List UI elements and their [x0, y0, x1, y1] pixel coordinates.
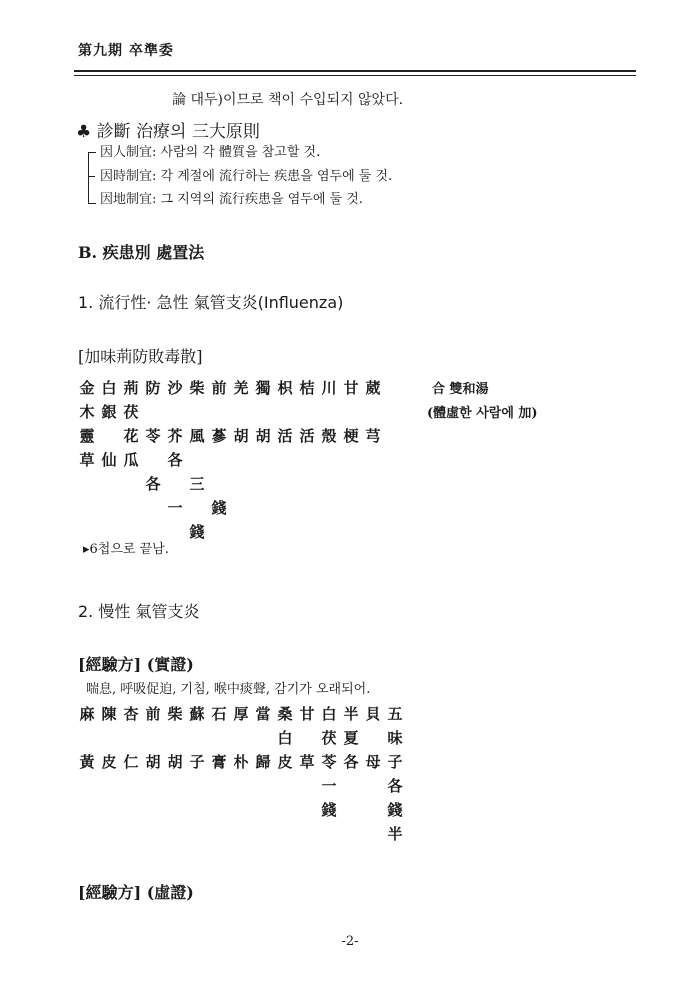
intro-line: 論 대두)이므로 책이 수입되지 않았다. — [172, 92, 404, 108]
herb-cell — [252, 798, 274, 822]
herb-cell: 芥 — [167, 427, 183, 445]
herb-cell: 夏 — [343, 729, 359, 747]
herb-cell: 各 — [145, 475, 161, 493]
herb-cell — [362, 496, 384, 520]
page-header-title: 第九期 卒準委 — [78, 43, 174, 59]
herb-cell: 錢 — [321, 801, 337, 819]
diagnosis-heading: ♣ 診斷 治療의 三大原則 — [76, 122, 260, 142]
herb-cell — [76, 472, 98, 496]
herb-cell — [296, 400, 318, 424]
herb-cell: 貝 — [365, 705, 381, 723]
herb-cell — [274, 496, 296, 520]
principles-bracket — [88, 152, 96, 204]
herb-cell — [186, 726, 208, 750]
herb-cell — [340, 472, 362, 496]
herb-cell — [230, 822, 252, 846]
herb-cell — [76, 496, 98, 520]
page-number: -2- — [341, 934, 359, 949]
herb-cell: 梗 — [343, 427, 359, 445]
herb-cell: 芎 — [365, 427, 381, 445]
herb-cell — [208, 400, 230, 424]
formula-2-ingredient-grid — [76, 702, 406, 846]
herb-cell — [362, 400, 384, 424]
herb-cell — [230, 726, 252, 750]
herb-cell — [208, 798, 230, 822]
herb-cell: 活 — [299, 427, 315, 445]
herb-cell — [318, 496, 340, 520]
herb-cell — [296, 774, 318, 798]
herb-cell — [142, 400, 164, 424]
herb-cell — [274, 798, 296, 822]
herb-cell: 荊 — [123, 379, 139, 397]
herb-cell — [120, 798, 142, 822]
section-b-title: B. 疾患別 處置法 — [78, 243, 205, 262]
herb-cell — [340, 400, 362, 424]
herb-cell: 苓 — [321, 753, 337, 771]
herb-cell — [340, 448, 362, 472]
herb-cell — [186, 400, 208, 424]
herb-cell: 桑 — [277, 705, 293, 723]
herb-cell — [164, 400, 186, 424]
herb-cell: 草 — [299, 753, 315, 771]
herb-cell: 前 — [145, 705, 161, 723]
herb-cell: 甘 — [343, 379, 359, 397]
herb-cell: 獨 — [255, 379, 271, 397]
herb-cell — [274, 822, 296, 846]
herb-cell — [142, 496, 164, 520]
herb-cell: 仁 — [123, 753, 139, 771]
herb-cell — [362, 822, 384, 846]
formula-3-name: [經驗方] (虛證) — [78, 883, 194, 902]
formula-2-symptoms: 喘息, 呼吸促迫, 기침, 喉中痰聲, 감기가 오래되어. — [86, 682, 371, 697]
herb-cell: 皮 — [277, 753, 293, 771]
herb-cell — [296, 822, 318, 846]
herb-cell — [230, 400, 252, 424]
herb-cell: 花 — [123, 427, 139, 445]
herb-cell — [120, 496, 142, 520]
herb-cell — [186, 822, 208, 846]
herb-cell: 瓜 — [123, 451, 139, 469]
herb-cell — [164, 822, 186, 846]
herb-cell: 石 — [211, 705, 227, 723]
herb-cell — [362, 726, 384, 750]
herb-cell: 木 — [79, 403, 95, 421]
herb-cell: 一 — [167, 499, 183, 517]
herb-cell: 白 — [101, 379, 117, 397]
herb-cell — [98, 496, 120, 520]
herb-cell: 三 — [189, 475, 205, 493]
principles-bracket-mid — [88, 176, 95, 177]
herb-cell — [98, 822, 120, 846]
herb-cell: 殼 — [321, 427, 337, 445]
herb-cell: 柴 — [189, 379, 205, 397]
herb-cell: 錢 — [387, 801, 403, 819]
herb-cell: 子 — [189, 753, 205, 771]
herb-cell — [76, 822, 98, 846]
herb-cell — [252, 496, 274, 520]
herb-cell: 蔘 — [211, 427, 227, 445]
herb-cell: 錢 — [189, 523, 205, 541]
herb-cell — [230, 472, 252, 496]
herb-cell: 麻 — [79, 705, 95, 723]
herb-cell: 錢 — [211, 499, 227, 517]
herb-cell — [164, 472, 186, 496]
herb-cell — [98, 726, 120, 750]
herb-cell: 歸 — [255, 753, 271, 771]
herb-cell — [208, 726, 230, 750]
herb-cell: 子 — [387, 753, 403, 771]
principle-item-1: 因人制宜: 사람의 각 體質을 참고할 것. — [100, 145, 321, 160]
herb-cell: 厚 — [233, 705, 249, 723]
herb-cell — [362, 774, 384, 798]
herb-cell: 各 — [167, 451, 183, 469]
herb-cell: 茯 — [321, 729, 337, 747]
formula-1-name: [加味荊防敗毒散] — [78, 347, 203, 366]
herb-cell — [296, 472, 318, 496]
herb-cell — [340, 774, 362, 798]
herb-cell: 一 — [321, 777, 337, 795]
herb-cell — [186, 448, 208, 472]
herb-cell — [340, 822, 362, 846]
herb-cell — [296, 798, 318, 822]
herb-cell — [142, 448, 164, 472]
herb-cell — [252, 774, 274, 798]
herb-cell: 皮 — [101, 753, 117, 771]
herb-cell: 前 — [211, 379, 227, 397]
herb-cell — [274, 448, 296, 472]
herb-cell — [340, 496, 362, 520]
herb-cell — [208, 774, 230, 798]
herb-cell — [142, 822, 164, 846]
herb-cell — [142, 798, 164, 822]
herb-cell: 活 — [277, 427, 293, 445]
header-rule-thin — [74, 75, 636, 76]
header-rule-thick — [74, 70, 636, 72]
herb-cell — [252, 400, 274, 424]
herb-cell: 味 — [387, 729, 403, 747]
herb-cell — [230, 496, 252, 520]
herb-cell: 枳 — [277, 379, 293, 397]
herb-cell: 杏 — [123, 705, 139, 723]
principle-item-2: 因時制宜: 각 계절에 流行하는 疾患을 염두에 둘 것. — [100, 169, 393, 184]
herb-cell — [164, 726, 186, 750]
principle-item-3: 因地制宜: 그 지역의 流行疾患을 염두에 둘 것. — [100, 192, 363, 207]
herb-cell — [318, 400, 340, 424]
herb-cell — [230, 774, 252, 798]
herb-cell: 桔 — [299, 379, 315, 397]
herb-cell — [186, 774, 208, 798]
herb-cell — [274, 400, 296, 424]
herb-cell — [98, 424, 120, 448]
herb-cell — [186, 496, 208, 520]
herb-cell: 胡 — [145, 753, 161, 771]
herb-cell: 朴 — [233, 753, 249, 771]
herb-cell — [252, 822, 274, 846]
herb-cell — [362, 448, 384, 472]
herb-cell — [76, 774, 98, 798]
herb-cell — [296, 726, 318, 750]
formula-1-footnote: ▸6첩으로 끝남. — [83, 542, 169, 557]
herb-cell: 陳 — [101, 705, 117, 723]
subsection-1-title: 1. 流行性· 急性 氣管支炎(Influenza) — [78, 293, 344, 312]
herb-cell — [252, 472, 274, 496]
herb-cell: 風 — [189, 427, 205, 445]
herb-cell — [318, 822, 340, 846]
subsection-2-title: 2. 慢性 氣管支炎 — [78, 602, 200, 621]
herb-cell — [120, 472, 142, 496]
herb-cell: 母 — [365, 753, 381, 771]
herb-cell: 苓 — [145, 427, 161, 445]
herb-cell: 銀 — [101, 403, 117, 421]
herb-cell — [98, 774, 120, 798]
herb-cell — [120, 822, 142, 846]
herb-cell — [120, 774, 142, 798]
herb-cell — [318, 472, 340, 496]
herb-cell: 蘇 — [189, 705, 205, 723]
herb-cell: 草 — [79, 451, 95, 469]
herb-cell — [230, 798, 252, 822]
herb-cell: 各 — [343, 753, 359, 771]
herb-cell — [142, 774, 164, 798]
herb-cell — [274, 774, 296, 798]
formula-1-note-1: 合 雙和湯 — [432, 382, 489, 397]
herb-cell: 五 — [387, 705, 403, 723]
herb-cell: 甘 — [299, 705, 315, 723]
herb-cell: 葳 — [365, 379, 381, 397]
herb-cell: 靈 — [79, 427, 95, 445]
herb-cell: 胡 — [233, 427, 249, 445]
herb-cell: 當 — [255, 705, 271, 723]
formula-2-name: [經驗方] (實證) — [78, 655, 194, 674]
herb-cell — [296, 448, 318, 472]
herb-cell: 各 — [387, 777, 403, 795]
herb-cell — [252, 448, 274, 472]
herb-cell: 胡 — [255, 427, 271, 445]
herb-cell: 白 — [321, 705, 337, 723]
herb-cell: 川 — [321, 379, 337, 397]
herb-cell — [208, 448, 230, 472]
herb-cell — [296, 496, 318, 520]
herb-cell: 仙 — [101, 451, 117, 469]
formula-1-ingredient-grid — [76, 376, 384, 544]
herb-cell — [164, 798, 186, 822]
herb-cell: 半 — [343, 705, 359, 723]
herb-cell — [208, 472, 230, 496]
herb-cell: 黃 — [79, 753, 95, 771]
herb-cell: 金 — [79, 379, 95, 397]
herb-cell — [362, 472, 384, 496]
herb-cell: 沙 — [167, 379, 183, 397]
herb-cell — [186, 798, 208, 822]
herb-cell: 柴 — [167, 705, 183, 723]
herb-cell — [120, 726, 142, 750]
herb-cell — [208, 822, 230, 846]
herb-cell: 膏 — [211, 753, 227, 771]
herb-cell — [98, 798, 120, 822]
herb-cell — [230, 448, 252, 472]
herb-cell — [98, 472, 120, 496]
herb-cell: 胡 — [167, 753, 183, 771]
herb-cell: 羌 — [233, 379, 249, 397]
formula-1-note-2: (體虛한 사람에 加) — [427, 406, 538, 421]
herb-cell — [76, 726, 98, 750]
herb-cell: 防 — [145, 379, 161, 397]
herb-cell: 茯 — [123, 403, 139, 421]
herb-cell: 白 — [277, 729, 293, 747]
herb-cell — [164, 774, 186, 798]
herb-cell — [318, 448, 340, 472]
herb-cell — [142, 726, 164, 750]
herb-cell — [362, 798, 384, 822]
herb-cell — [76, 798, 98, 822]
herb-cell — [274, 472, 296, 496]
herb-cell — [340, 798, 362, 822]
herb-cell — [252, 726, 274, 750]
herb-cell: 半 — [387, 825, 403, 843]
